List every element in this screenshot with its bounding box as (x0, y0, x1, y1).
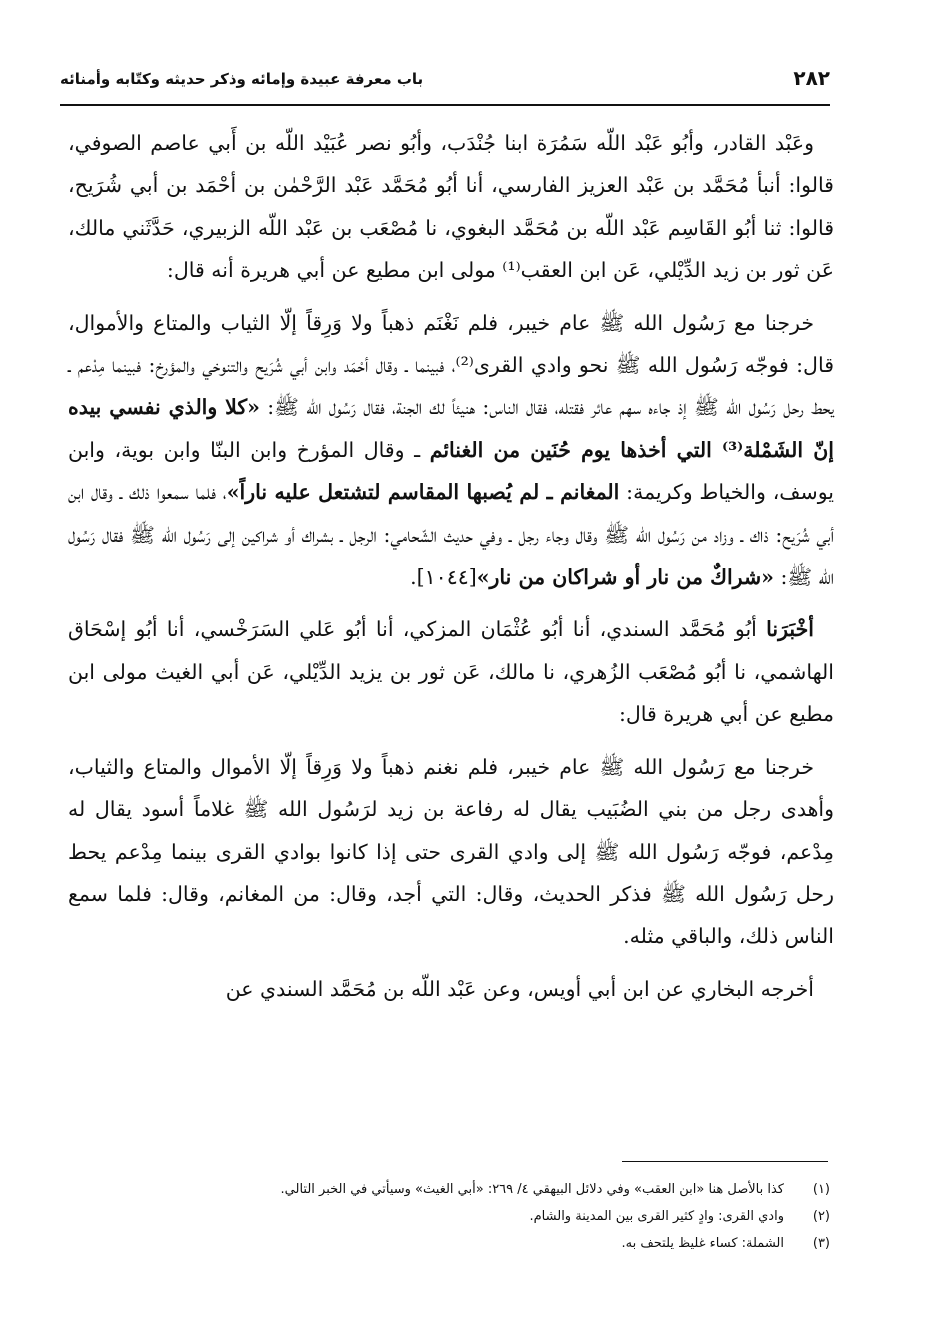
footnote-item (60, 1176, 830, 1203)
footnote-text: وادي القرى: وادٍ كثير القرى بين المدينة والشام. (529, 1209, 784, 1224)
paragraph-hadith-2 (68, 746, 834, 958)
footnote-item (60, 1203, 830, 1230)
hadith-number: [١٠٤٤]. (410, 565, 477, 590)
footnote-number: (٢) (812, 1209, 830, 1224)
text-span: وعَبْد القادر، وأبُو عَبْد اللّه سَمُرَة ابنا جُنْدَب، وأبُو نصر عُبَيْد اللّه بن أَبي عاصم الصوفي، قالوا: أنبأ مُحَمَّد بن عَبْد العزيز الفارسي، أنا أبُو مُحَمَّد عَبْد الرَّحْمٰن بن أحْمَد بن أبي شُرَيح، قالوا: ثنا أبُو القَاسِم عَبْد اللّه بن مُحَمَّد البغوي، نا مُصْعَب بن عَبْد اللّه الزبيري، حَدَّثَني مالك، عَن ثور بن زيد الدِّيْلي، عَن ابن العقب⁽¹⁾ مولى ابن مطيع عن أبي هريرة أنه قال: (68, 131, 834, 283)
text-span: أبُو مُحَمَّد السندي، أنا أبُو عُثْمَان المزكي، أنا أبُو عَلي السَرَخْسي، أنا أبُو إسْحَاق الهاشمي، نا أبُو مُصْعَب الزُهري، نا مالك، عَن ثور بن يزيد الدِّيْلي، عَن أبي الغيث مولى ابن مطيع عن أبي هريرة قال: (68, 617, 834, 727)
text-span: ، فلما سمعوا ذلك ـ وقال ابن أبي شُرَيح: ذاك ـ وزاد من رَسُول الله ﷺ وقال وجاء رجل ـ وفي حديث الشّحامي: الرجل ـ بشراك أو شراكين إلى رَسُول الله ﷺ فقال رَسُول الله ﷺ: (68, 480, 834, 590)
footnote-text: كذا بالأصل هنا «ابن العقب» وفي دلائل البيهقي ٤/ ٢٦٩: «أبي الغيث» وسيأتي في الخبر التالي. (280, 1182, 784, 1197)
text-span: ـ وقال المؤرخ وابن البنّا وابن بوية، وابن يوسف، والخياط وكريمة: (68, 437, 835, 505)
paragraph-takhrij (68, 968, 834, 1010)
footnote-text: الشملة: كساء غليظ يلتحف به. (621, 1236, 784, 1251)
prophet-quote: «كلا والذي نفسي بيده إنّ الشَمْلة⁽³⁾ التي أخذها يوم حُنَين من الغنائم (68, 395, 834, 462)
paragraph-isnad-1 (68, 122, 834, 292)
footnote-number: (٣) (812, 1236, 830, 1251)
paragraph-isnad-2 (68, 608, 834, 735)
footnote-number: (١) (812, 1182, 830, 1197)
text-span: أخرجه البخاري عن ابن أبي أويس، وعن عَبْد اللّه بن مُحَمَّد السندي عن (225, 976, 814, 1001)
prophet-quote: «شراكٌ من نار أو شراكان من نار» (476, 565, 774, 590)
page-header (60, 66, 830, 100)
page-number: ٢٨٢ (793, 66, 830, 90)
text-span: خرجنا مع رَسُول الله ﷺ عام خيبر، فلم نغنم ذهباً ولا وَرِقاً إلّا الأموال والمتاع والثياب، وأهدى رجل من بني الضُبَيب يقال له رفاعة بن زيد لرَسُول الله ﷺ غلاماً أسود يقال له مِدْعم، فوجّه رَسُول الله ﷺ إلى وادي القرى حتى إذا كانوا بوادي القرى بينما مِدْعم يحط رحل رَسُول الله ﷺ فذكر الحديث، وقال: التي أجد، وقال: من المغانم، وقال: فلما سمع الناس ذلك، والباقي مثله. (68, 754, 834, 949)
footnote-item (60, 1230, 830, 1257)
akhbarana-keyword: أخْبَرَنا (766, 617, 814, 642)
running-title: باب معرفة عبيدة وإمائه وذكر حديثه وكتّابه وأمنائه (60, 70, 424, 88)
footnote-divider (622, 1161, 828, 1162)
footnotes (60, 1176, 830, 1257)
main-text (68, 122, 834, 1020)
paragraph-hadith-1 (68, 302, 834, 599)
prophet-quote: المغانم ـ لم يُصبها المقاسم لتشتعل عليه ناراً» (226, 480, 620, 505)
text-span: خرجنا مع رَسُول الله ﷺ عام خيبر، فلم نَغْنَم ذهباً ولا وَرِقاً إلّا الثياب والمتاع والأموال، قال: فوجّه رَسُول الله ﷺ نحو وادي القرى⁽²⁾، فبينما ـ وقال أحْمَد وابن أبي شُرَيح والتنوخي والمؤرخ: فبينما مِدْعم ـ يحط رحل رَسُول الله ﷺ إذ جاءه سهم عائر فقتله، فقال الناس: هنيئاً لك الجنة، فقال رَسُول الله ﷺ: (68, 310, 834, 420)
header-divider (60, 104, 830, 106)
